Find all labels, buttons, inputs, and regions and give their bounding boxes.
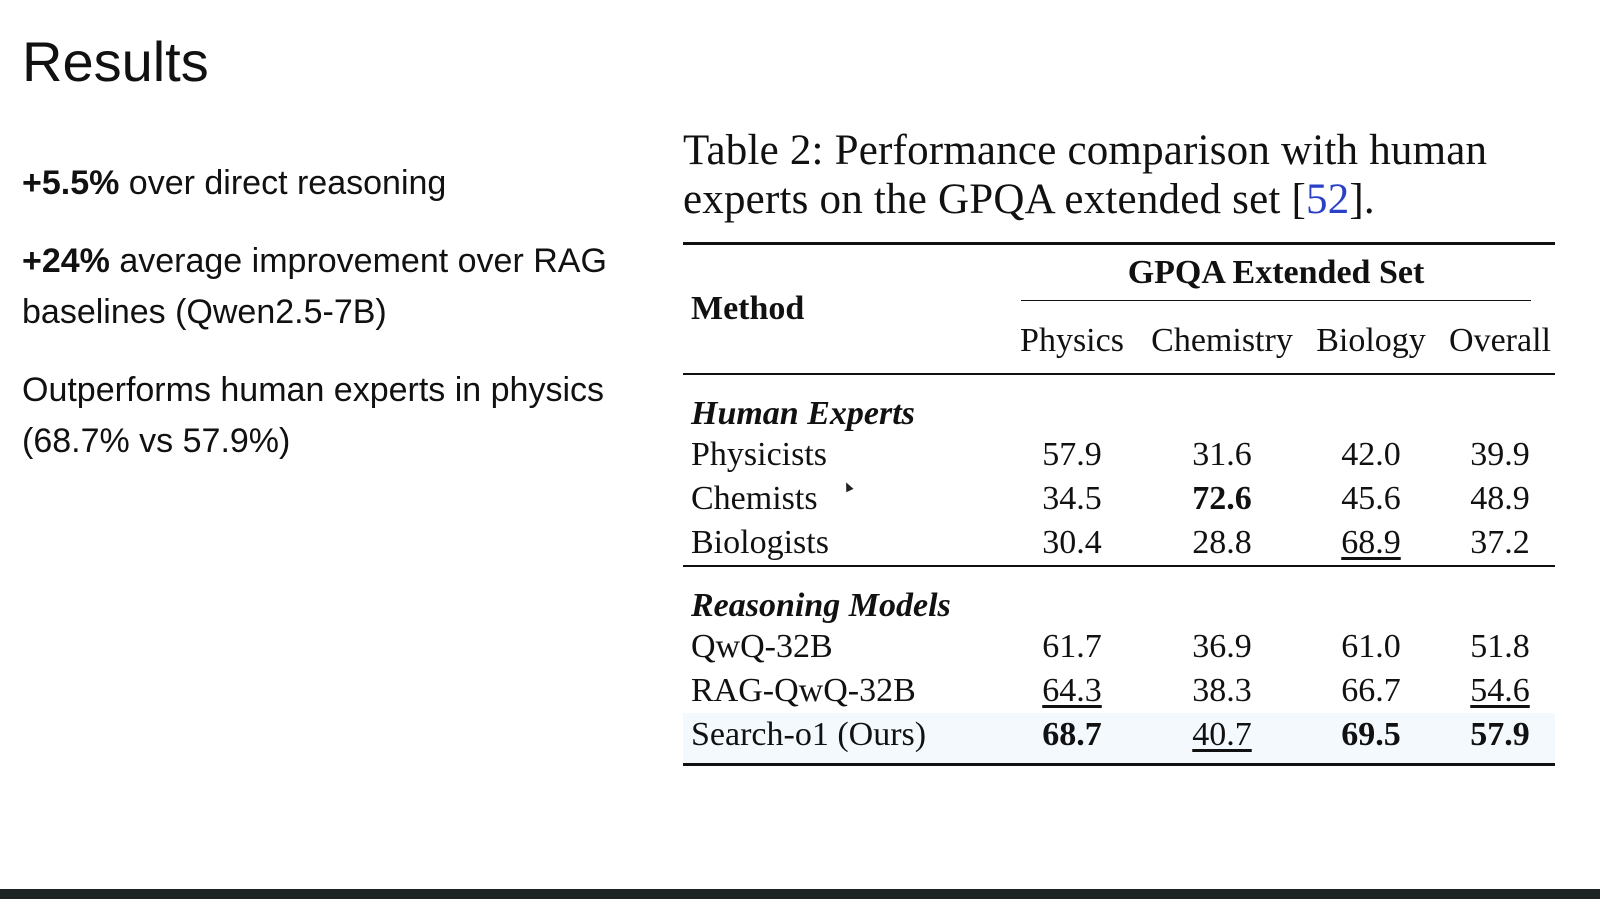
section-row [683,374,1555,433]
cell-value: 61.7 [1042,628,1102,665]
table-body [683,374,1555,765]
table-cell [1147,477,1297,521]
cell-value: 48.9 [1470,480,1530,517]
bullet-human-experts [22,365,622,467]
table-cell [1445,713,1555,765]
cell-value: 28.8 [1192,524,1252,561]
column-header: Physics [1020,322,1124,359]
section-title: Human Experts [691,395,915,432]
cell-value: 30.4 [1042,524,1102,561]
table-cell [1297,713,1445,765]
table-cell [1147,521,1297,566]
bullet-text: over direct reasoning [119,164,447,202]
bullet-strong: +24% [22,242,110,280]
cell-value: 34.5 [1042,480,1102,517]
cell-value: 66.7 [1341,672,1401,709]
row-label: Chemists [691,480,818,517]
table-cell [997,433,1147,477]
table-row [683,521,1555,566]
table-cell [997,669,1147,713]
bullet-strong: +5.5% [22,164,120,202]
table-cell [997,521,1147,566]
results-bullets [22,158,622,494]
group-header [997,244,1555,310]
table-caption [683,126,1555,224]
cell-value: 54.6 [1470,672,1530,709]
results-table-figure [683,126,1555,766]
cell-value: 36.9 [1192,628,1252,665]
column-header: Biology [1316,322,1426,359]
table-cell [997,713,1147,765]
cell-value: 40.7 [1192,716,1252,753]
table-cell [1297,625,1445,669]
slide-title: Results [22,30,209,93]
bullet-direct-reasoning [22,158,622,209]
cell-value: 39.9 [1470,436,1530,473]
cell-value: 57.9 [1042,436,1102,473]
table-cell [1297,433,1445,477]
row-label: QwQ-32B [691,628,833,665]
table-row [683,477,1555,521]
column-header: Overall [1449,322,1551,359]
row-label: RAG-QwQ-32B [691,672,916,709]
bottom-bar [0,889,1600,899]
table-cell [1445,521,1555,566]
cell-value: 38.3 [1192,672,1252,709]
group-underline [1021,300,1531,301]
row-label: Physicists [691,436,828,473]
comparison-table [683,242,1555,766]
cell-value: 68.7 [1042,716,1102,753]
section-row [683,566,1555,625]
table-cell [997,625,1147,669]
table-cell [1147,433,1297,477]
table-cell [1147,669,1297,713]
table-row [683,713,1555,765]
table-cell [1147,625,1297,669]
table-cell [1297,477,1445,521]
cell-value: 57.9 [1470,716,1530,753]
table-cell [1297,521,1445,566]
cell-value: 45.6 [1341,480,1401,517]
table-cell [997,477,1147,521]
row-label: Biologists [691,524,829,561]
citation-link[interactable]: 52 [1306,176,1350,223]
table-cell [1445,625,1555,669]
table-row [683,433,1555,477]
table-cell [1445,433,1555,477]
bullet-text: average improvement over RAG baselines (Qwen2.5-7B) [22,242,607,331]
column-header: Chemistry [1151,322,1293,359]
cell-value: 37.2 [1470,524,1530,561]
bullet-rag-improvement [22,236,622,338]
cell-value: 68.9 [1341,524,1401,561]
cell-value: 42.0 [1341,436,1401,473]
table-cell [1147,713,1297,765]
table-cell [1445,477,1555,521]
table-cell [1297,669,1445,713]
caption-text: Table 2: Performance comparison with human experts on the GPQA extended set [ [683,127,1488,223]
table-row [683,669,1555,713]
bullet-text: Outperforms human experts in physics (68.7% vs 57.9%) [22,371,605,460]
group-header-text: GPQA Extended Set [1127,253,1425,291]
section-title: Reasoning Models [691,587,951,624]
cell-value: 72.6 [1192,480,1252,517]
row-label: Search-o1 (Ours) [683,713,997,765]
cell-value: 31.6 [1192,436,1252,473]
caption-end: ]. [1349,176,1375,223]
table-cell [1445,669,1555,713]
method-header: Method [691,290,805,327]
cell-value: 64.3 [1042,672,1102,709]
cell-value: 61.0 [1341,628,1401,665]
cell-value: 51.8 [1470,628,1530,665]
cell-value: 69.5 [1341,716,1401,753]
table-row [683,625,1555,669]
